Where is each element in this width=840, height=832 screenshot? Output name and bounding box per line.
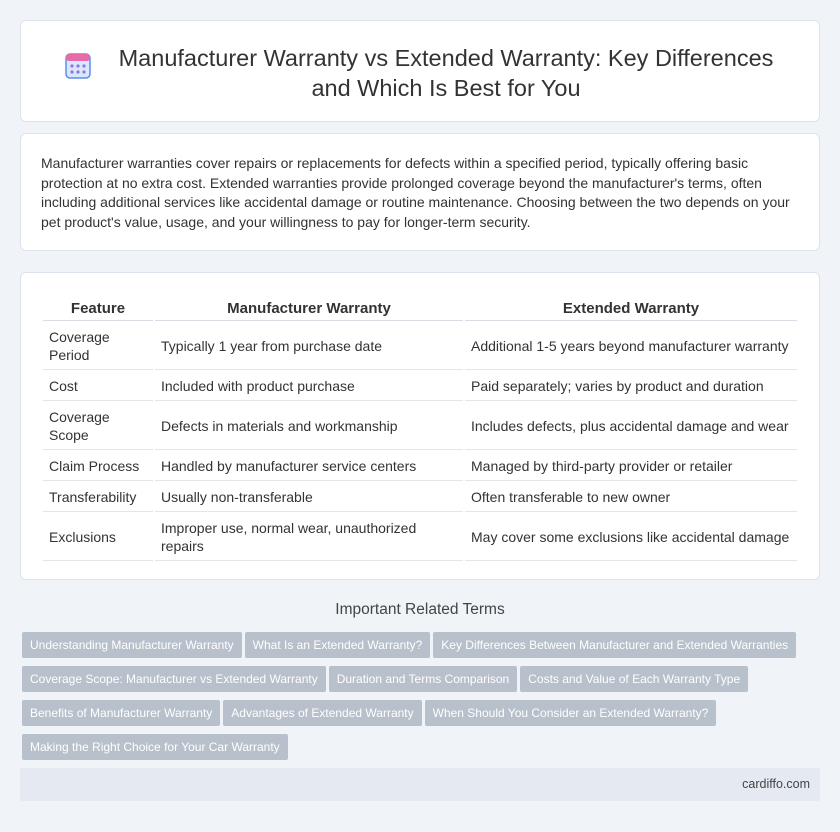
related-tag[interactable]: Costs and Value of Each Warranty Type: [520, 666, 748, 692]
related-tag[interactable]: When Should You Consider an Extended Warranty?: [425, 700, 717, 726]
table-cell-feature: Coverage Period: [43, 323, 153, 370]
table-cell-extended: Paid separately; varies by product and duration: [465, 372, 797, 401]
calendar-icon: [61, 49, 97, 85]
table-cell-extended: May cover some exclusions like accidental damage: [465, 514, 797, 561]
table-cell-extended: Often transferable to new owner: [465, 483, 797, 512]
page-title: Manufacturer Warranty vs Extended Warranty: Key Differences and Which Is Best for You: [118, 45, 774, 101]
related-tag[interactable]: Coverage Scope: Manufacturer vs Extended Warranty: [22, 666, 326, 692]
footer-site-link[interactable]: cardiffo.com: [742, 777, 810, 791]
related-tag[interactable]: Understanding Manufacturer Warranty: [22, 632, 242, 658]
table-cell-manufacturer: Usually non-transferable: [155, 483, 463, 512]
table-cell-feature: Transferability: [43, 483, 153, 512]
table-cell-feature: Cost: [43, 372, 153, 401]
title-wrap: [61, 43, 801, 103]
footer: [20, 768, 820, 801]
table-cell-manufacturer: Included with product purchase: [155, 372, 463, 401]
table-cell-manufacturer: Typically 1 year from purchase date: [155, 323, 463, 370]
table-cell-feature: Coverage Scope: [43, 403, 153, 450]
intro-card: [20, 133, 820, 251]
comparison-card: [20, 272, 820, 580]
related-tag[interactable]: Benefits of Manufacturer Warranty: [22, 700, 220, 726]
header-card: [20, 20, 820, 122]
related-terms-tags: [22, 632, 822, 768]
table-cell-manufacturer: Handled by manufacturer service centers: [155, 452, 463, 481]
table-cell-feature: Claim Process: [43, 452, 153, 481]
table-header-row: [43, 299, 797, 321]
table-cell-feature: Exclusions: [43, 514, 153, 561]
table-cell-extended: Additional 1-5 years beyond manufacturer warranty: [465, 323, 797, 370]
related-tag[interactable]: Key Differences Between Manufacturer and Extended Warranties: [433, 632, 796, 658]
table-row: [43, 514, 797, 561]
table-cell-extended: Includes defects, plus accidental damage and wear: [465, 403, 797, 450]
table-row: [43, 403, 797, 450]
related-tag[interactable]: What Is an Extended Warranty?: [245, 632, 431, 658]
table-cell-manufacturer: Defects in materials and workmanship: [155, 403, 463, 450]
related-tag[interactable]: Duration and Terms Comparison: [329, 666, 518, 692]
table-row: [43, 323, 797, 370]
table-cell-extended: Managed by third-party provider or retailer: [465, 452, 797, 481]
table-row: [43, 452, 797, 481]
related-tag[interactable]: Making the Right Choice for Your Car Warranty: [22, 734, 288, 760]
intro-text: Manufacturer warranties cover repairs or replacements for defects within a specified period, typically offering basic protection at no extra cost. Extended warranties provide prolonged coverage beyond the manufacturer's terms, often including additional services like accidental damage or routine maintenance. Choosing between the two depends on your pet product's value, usage, and your willingness to pay for longer-term security.: [41, 155, 790, 230]
table-cell-manufacturer: Improper use, normal wear, unauthorized repairs: [155, 514, 463, 561]
table-row: [43, 372, 797, 401]
comparison-table: [41, 297, 799, 563]
header-feature: Feature: [43, 299, 153, 321]
header-extended-warranty: Extended Warranty: [465, 299, 797, 321]
related-tag[interactable]: Advantages of Extended Warranty: [223, 700, 421, 726]
related-terms-heading: Important Related Terms: [335, 601, 505, 618]
table-row: [43, 483, 797, 512]
header-manufacturer-warranty: Manufacturer Warranty: [155, 299, 463, 321]
